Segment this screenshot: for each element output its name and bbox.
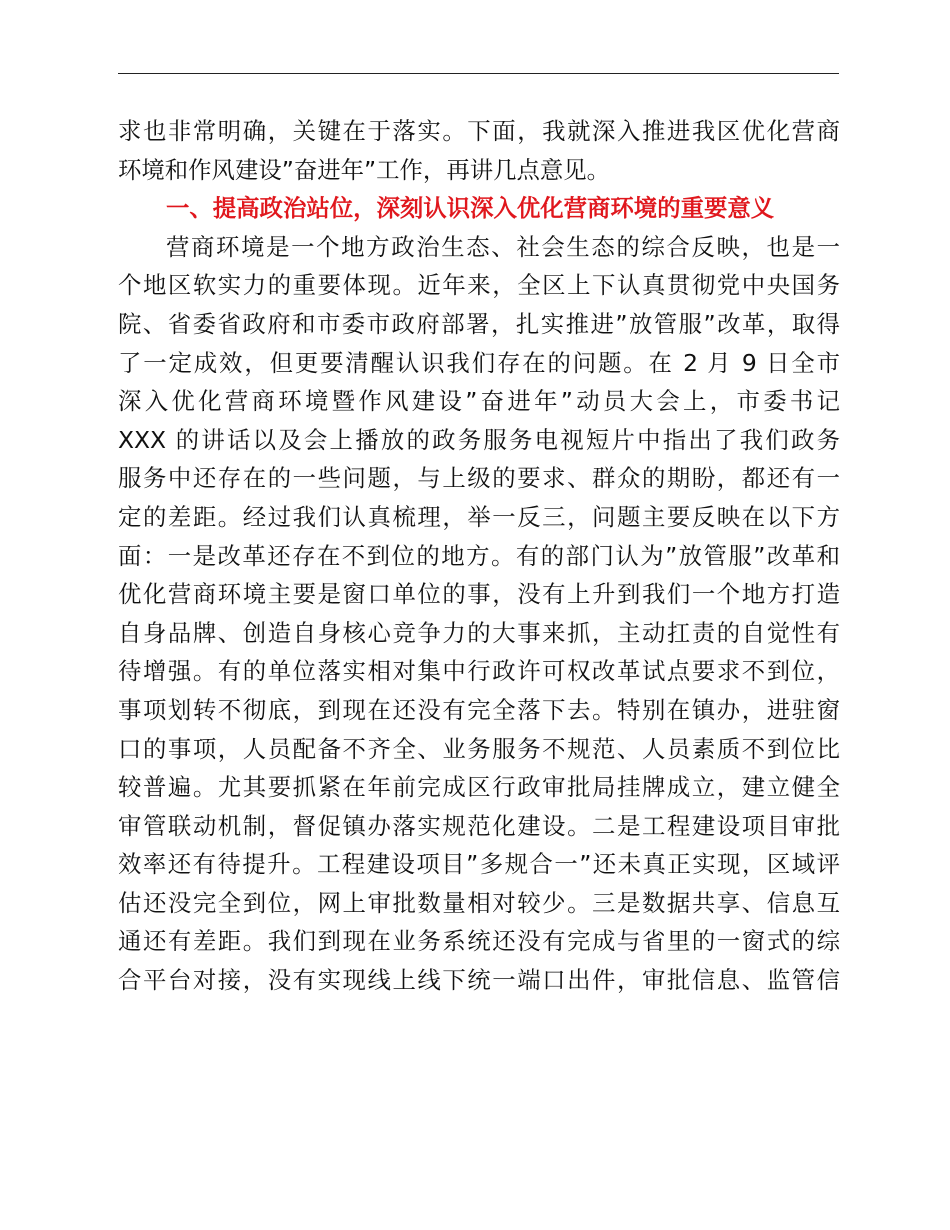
text-line: 合平台对接，没有实现线上线下统一端口出件，审批信息、监管信: [118, 966, 840, 995]
text-line: 求也非常明确，关键在于落实。下面，我就深入推进我区优化营商: [118, 117, 840, 145]
text-line: 定的差距。经过我们认真梳理，举一反三，问题主要反映在以下方: [118, 502, 840, 531]
text-line: 了一定成效，但更要清醒认识我们存在的问题。在 2 月 9 日全市: [118, 348, 840, 377]
text-line: 待增强。有的单位落实相对集中行政许可权改革试点要求不到位，: [118, 657, 840, 686]
text-line: 面：一是改革还存在不到位的地方。有的部门认为”放管服”改革和: [118, 541, 840, 570]
section-heading: 一、提高政治站位，深刻认识深入优化营商环境的重要意义: [166, 194, 775, 223]
text-line: 优化营商环境主要是窗口单位的事，没有上升到我们一个地方打造: [118, 580, 840, 609]
text-line: 通还有差距。我们到现在业务系统还没有完成与省里的一窗式的综: [118, 927, 840, 956]
text-line: 估还没完全到位，网上审批数量相对较少。三是数据共享、信息互: [118, 888, 840, 917]
text-line: 服务中还存在的一些问题，与上级的要求、群众的期盼，都还有一: [118, 464, 840, 493]
text-line: XXX 的讲话以及会上播放的政务服务电视短片中指出了我们政务: [118, 425, 840, 454]
text-line: 口的事项，人员配备不齐全、业务服务不规范、人员素质不到位比: [118, 734, 840, 763]
text-line: 效率还有待提升。工程建设项目”多规合一”还未真正实现，区域评: [118, 850, 840, 879]
document-body: [118, 112, 840, 1000]
text-line: 个地区软实力的重要体现。近年来，全区上下认真贯彻党中央国务: [118, 271, 840, 300]
text-line: 营商环境是一个地方政治生态、社会生态的综合反映，也是一: [166, 232, 840, 261]
text-line: 自身品牌、创造自身核心竞争力的大事来抓，主动扛责的自觉性有: [118, 618, 840, 647]
text-line: 较普遍。尤其要抓紧在年前完成区行政审批局挂牌成立，建立健全: [118, 773, 840, 802]
text-line: 深入优化营商环境暨作风建设”奋进年”动员大会上，市委书记: [118, 387, 840, 416]
text-line: 事项划转不彻底，到现在还没有完全落下去。特别在镇办，进驻窗: [118, 695, 840, 724]
header-rule: [118, 73, 839, 74]
text-line: 院、省委省政府和市委市政府部署，扎实推进”放管服”改革，取得: [118, 309, 840, 338]
text-line: 审管联动机制，督促镇办落实规范化建设。二是工程建设项目审批: [118, 811, 840, 840]
text-line: 环境和作风建设”奋进年”工作，再讲几点意见。: [118, 155, 611, 184]
